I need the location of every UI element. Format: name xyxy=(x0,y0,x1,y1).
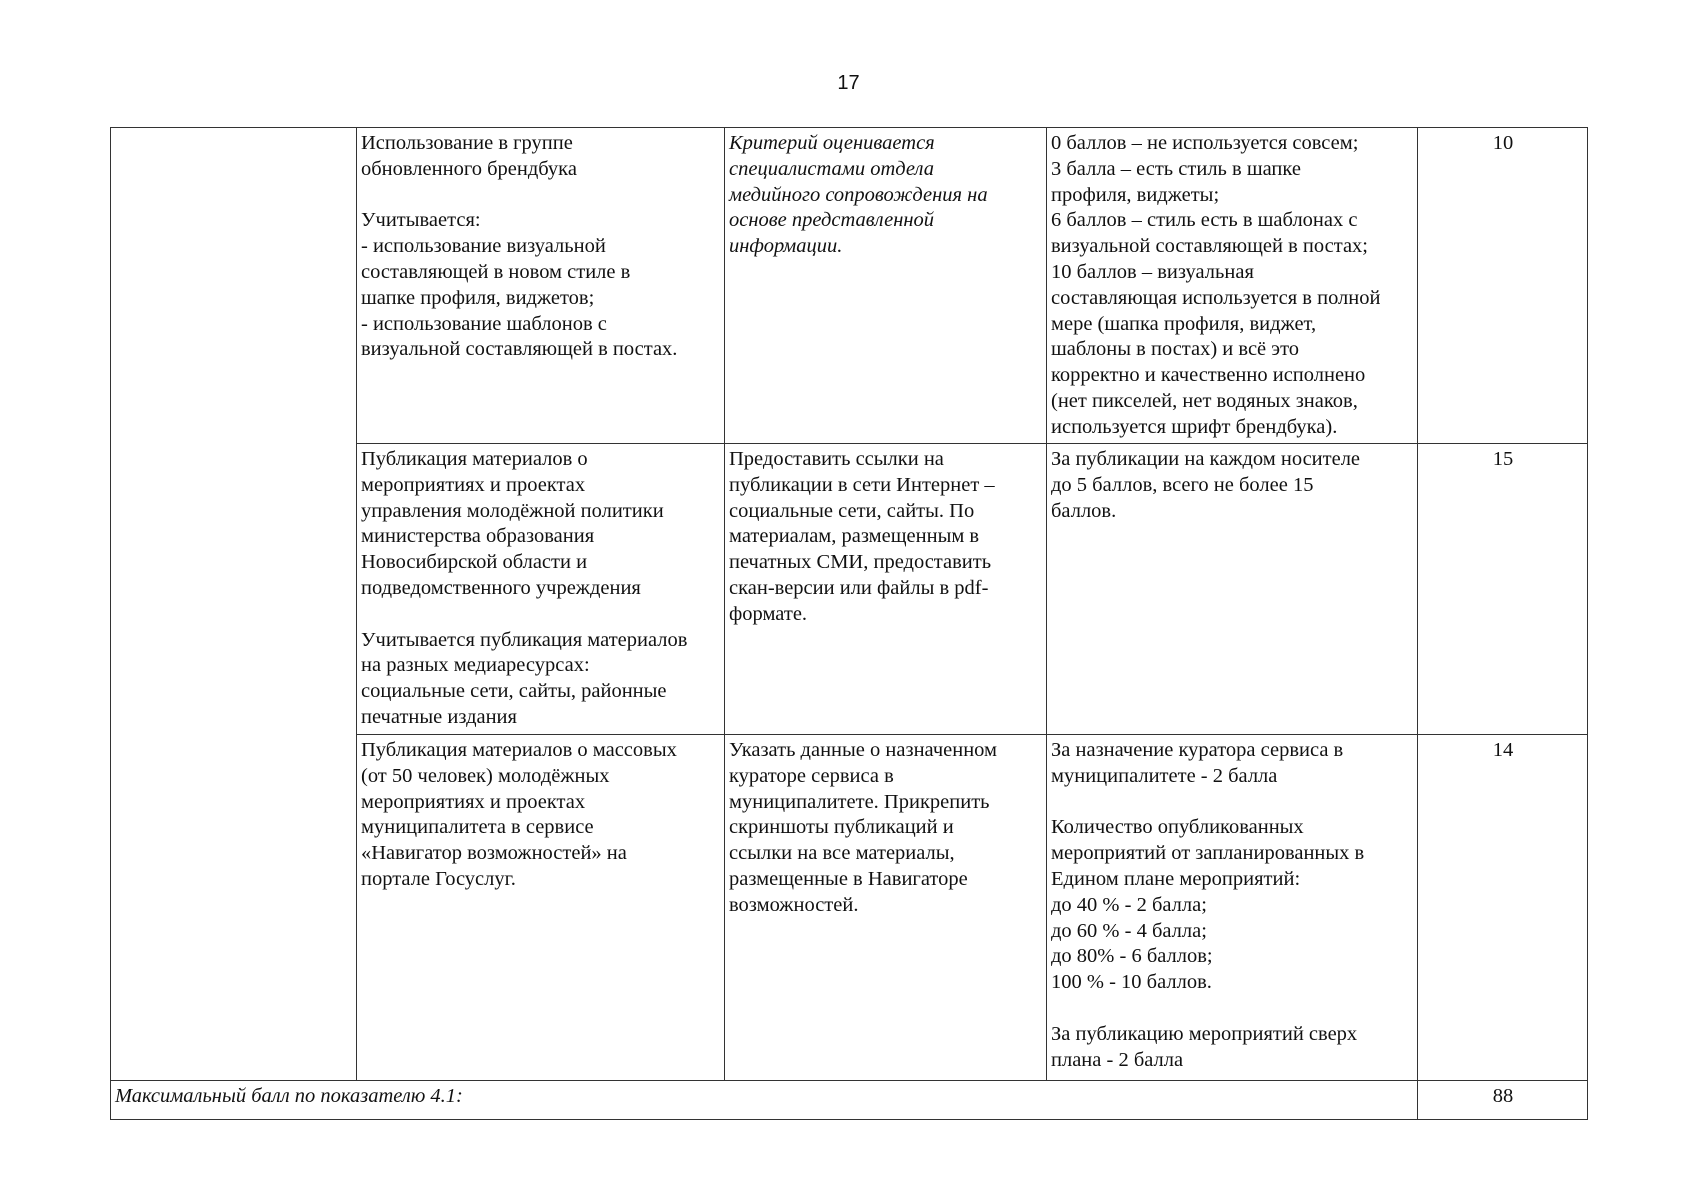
criterion-name-cell: Публикация материалов о мероприятиях и проектах управления молодёжной политики министерства образования Новосибирской области и подведомственного учреждения Учитывается публикация материалов на разных медиаресурсах: социальные сети, сайты, районные печатные издания xyxy=(357,444,725,735)
criteria-table xyxy=(110,127,1588,1120)
table-row xyxy=(111,128,1588,444)
page-number: 17 xyxy=(837,72,860,94)
total-row xyxy=(111,1081,1588,1120)
scoring-scale-cell: За публикации на каждом носителе до 5 баллов, всего не более 15 баллов. xyxy=(1047,444,1418,735)
scoring-scale-cell: 0 баллов – не используется совсем; 3 балла – есть стиль в шапке профиля, виджеты; 6 баллов – стиль есть в шаблонах с визуальной составляющей в постах; 10 баллов – визуальная составляющая используется в полной мере (шапка профиля, виджет, шаблоны в постах) и всё это корректно и качественно исполнено (нет пикселей, нет водяных знаков, используется шрифт брендбука). xyxy=(1047,128,1418,444)
total-label-cell: Максимальный балл по показателю 4.1: xyxy=(111,1081,1418,1120)
assessment-method-cell: Критерий оценивается специалистами отдела медийного сопровождения на основе представленной информации. xyxy=(725,128,1047,444)
total-value-cell: 88 xyxy=(1418,1081,1588,1120)
criterion-name-cell: Использование в группе обновленного брендбука Учитывается: - использование визуальной составляющей в новом стиле в шапке профиля, виджетов; - использование шаблонов с визуальной составляющей в постах. xyxy=(357,128,725,444)
max-score-cell: 14 xyxy=(1418,735,1588,1081)
scoring-scale-cell: За назначение куратора сервиса в муниципалитете - 2 балла Количество опубликованных мероприятий от запланированных в Едином плане мероприятий: до 40 % - 2 балла; до 60 % - 4 балла; до 80% - 6 баллов; 100 % - 10 баллов. За публикацию мероприятий сверх плана - 2 балла xyxy=(1047,735,1418,1081)
indicator-cell xyxy=(111,128,357,1081)
max-score-cell: 15 xyxy=(1418,444,1588,735)
criterion-name-cell: Публикация материалов о массовых (от 50 человек) молодёжных мероприятиях и проектах муниципалитета в сервисе «Навигатор возможностей» на портале Госуслуг. xyxy=(357,735,725,1081)
max-score-cell: 10 xyxy=(1418,128,1588,444)
assessment-method-cell: Указать данные о назначенном кураторе сервиса в муниципалитете. Прикрепить скриншоты публикаций и ссылки на все материалы, размещенные в Навигаторе возможностей. xyxy=(725,735,1047,1081)
assessment-method-cell: Предоставить ссылки на публикации в сети Интернет – социальные сети, сайты. По материалам, размещенным в печатных СМИ, предоставить скан-версии или файлы в pdf- формате. xyxy=(725,444,1047,735)
